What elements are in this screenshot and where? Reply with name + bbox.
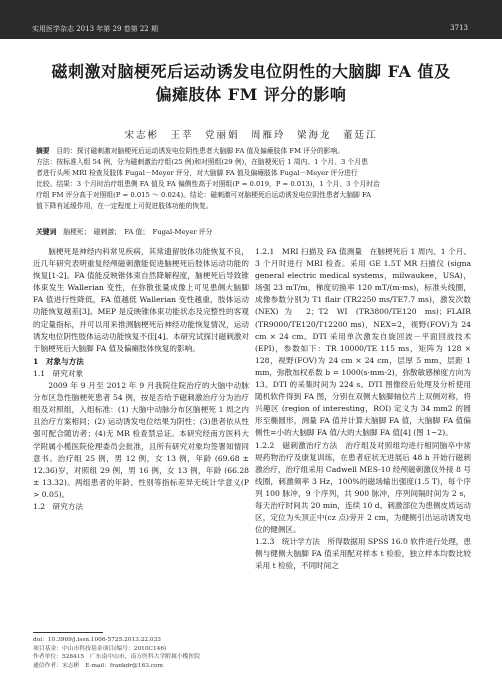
page-number: 3713 <box>450 24 468 32</box>
section-heading: 1 对象与方法 <box>33 356 84 366</box>
body-paragraph: 2009 年 9 月至 2012 年 9 月我院住院治疗的大脑中动脉分布区急性脑梗死患者 54 例，按是否给予磁刺激治疗分为治疗组及对照组，入组标准：(1) 大脑中动脉分布区脑梗死 1 周之内且治疗方案相同；(2) 运动诱发电位结果为阴性；(3)患者依从性强可配合随访者；(4)无 MR 检查禁忌证。本研究经南方医科大学附属小榄医院伦理委员会批准，且所有研究对象均签署知情同意书。治疗组 25 例，男 12 例，女 13 例，年龄 (69.68 ± 12.36)岁，对照组 29 例，男 16 例，女 13 例，年龄 (66.28 ± 13.32)。两组患者的年龄、性别等指标差异无统计学意义(P > 0.05)。 <box>33 381 249 499</box>
abstract-line-2: 方法：按标准入组 54 例，分为磁刺激治疗组(25 例)和对照组(29 例)，在脑梗死后 1 周内、1 个月、3 个月患 <box>36 158 368 166</box>
footnote-doi: doi：10.3969/j.issn.1006-5725.2013.22.033 <box>33 637 161 643</box>
intro-paragraph: 脑梗死是神经内科常见疾病，其常遗留肢体功能恢复不良，近几年研究表明重复经颅磁刺激能促进脑梗死后肢体运动功能的恢复[1-2]。FA 值能反映锥体束自然降解程度，脑梗死后导致锥体束发生 Wallerian 变性，在弥散张量成像上可见患侧大脑脚 FA 值进行性降低，FA 值越低 Wallerian 变性越重，肢体运动功能恢复越差[3]。MEP 是反映锥体束功能状态及完整性的客观的定量指标，并可以用来推测脑梗死后神经功能恢复情况，运动诱发电位阴性肢体运动功能恢复不佳[4]。本研究试探讨磁刺激对于脑梗死后大脑脚 FA 值及偏瘫肢体恢复的影响。 <box>33 247 249 353</box>
abstract-line-3: 者进行头颅 MRI 检查及肢体 Fugal－Meyer 评分，对大脑脚 FA 值及偏瘫肢体 Fugal－Meyer 评分进行 <box>36 169 358 177</box>
subsection-heading: 1.2 研究方法 <box>33 501 84 511</box>
journal-header-bar <box>0 0 502 39</box>
body-paragraph: 1.2.2 磁刺激治疗方法 治疗组及对照组均进行相同脑卒中常规药物治疗及康复训练，在患者症状无进展后 48 h 开始行磁刺激治疗，治疗组采用 Cadwell MES-10 经颅磁刺激仪外接 8 号线圈，刺激频率 3 Hz，100%的磁场输出强度(1.5 T)，每个序列 100 脉冲，9 个序列，共 900 脉冲，序列间隔时间为 2 s，每天治疗时间共 20 min，连续 10 d。刺激部位为患侧皮质运动区，定位为头顶正中(cz 点)旁开 2 cm，为健侧引出运动诱发电位的健侧区。 <box>255 440 471 535</box>
journal-name: 实用医学杂志 2013 年第 29 卷第 22 期 <box>32 25 158 33</box>
abstract <box>36 146 467 212</box>
right-column <box>255 246 471 573</box>
keywords <box>36 226 467 236</box>
keywords-text: 脑梗死； 磁刺激； FA 值； Fugal-Meyer 评分 <box>63 228 213 236</box>
author-list: 宋志彬 王莘 党丽娟 周雁玲 梁海龙 董廷江 <box>124 130 378 141</box>
abstract-label: 摘要 <box>36 147 50 155</box>
abstract-line-6: 值下降有延缓作用，在一定程度上可促进肢体功能的恢复。 <box>36 202 213 210</box>
abstract-line-5: 疗组 FM 评分高于对照组(P = 0.015 ～ 0.024)。结论：磁刺激可对脑梗死后运动诱发电位阴性患者大脑脚 FA <box>36 191 372 199</box>
body-paragraph: 1.2.3 统计学方法 所得数据用 SPSS 16.0 软件进行处理，患侧与健侧大脑脚 FA 值采用配对样本 t 检验，独立样本均数比较采用 t 检验，不同时间之 <box>255 537 471 571</box>
abstract-line-1: 目的：探讨磁刺激对脑梗死后运动诱发电位阴性患者大脑脚 FA 值及偏瘫肢体 FM 评分的影响。 <box>56 147 345 155</box>
abstract-line-4: 比较。结果：3 个月时治疗组患侧 FA 值及 FA 偏侧性高于对照组(P = 0.019，P = 0.013)，1 个月、3 个月时治 <box>36 180 380 188</box>
footnote-funding: 项目基金：中山市科技基金项目(编号：2010C146) <box>33 645 167 652</box>
left-column <box>33 246 249 513</box>
footnote-divider <box>33 632 103 633</box>
title-line-1: 磁刺激对脑梗死后运动诱发电位阴性的大脑脚 FA 值及 <box>51 62 451 81</box>
footnote-correspondence: 通信作者：宋志彬 E-mail：frankdr@163.com <box>33 662 163 669</box>
subsection-heading: 1.1 研究对象 <box>33 368 84 378</box>
title-line-2: 偏瘫肢体 FM 评分的影响 <box>155 85 347 104</box>
body-paragraph: 1.2.1 MRI 扫描及 FA 值测量 在脑梗死后 1 周内、1 个月、3 个月时进行 MRI 检查。采用 GE 1.5T MR 扫描仪 (signa general electric medical systems，milwaukee，USA)，场强 23 mT/m，梯度切换率 120 mT/(m·ms)，标准头线圈，成像参数分别为 T1 flair (TR2250 ms/TE7.7 ms)，激发次数(NEX)为 2；T2 WI (TR3800/TE120 ms)；FLAIR (TR9000/TE120/T12200 ms)，NEX=2，视野(FOV)为 24 cm × 24 cm。DTI 采用单次激发自旋回波－平面回波技术(EPI)，参数如下：TR 10000/TE 115 ms，矩阵为 128 × 128，视野(FOV)为 24 cm × 24 cm，层厚 5 mm，层距 1 mm，弥散加权系数 b = 1000(s·mm-2)，弥散敏感梯度方向为 13。DTI 的采集时间为 224 s。DTI 图像经后处理及分析使用随机软件得到 FA 图，分别在双侧大脑脚轴位片上双侧对称，将兴趣区 (region of interesting，ROI) 定义为 34 mm2 的圆形至椭圆形，测量 FA 值并计算大脑脚 FA 值，大脑脚 FA 值偏侧性=小的大脑脚 FA 值/大的大脑脚 FA 值[4] (图 1~2)。 <box>255 247 471 438</box>
keywords-label: 关键词 <box>36 228 57 236</box>
article-title <box>20 60 482 106</box>
footnotes <box>33 636 249 670</box>
footnote-affiliation: 作者单位：528415 广东南中山市，南方医科大学附属小榄医院 <box>33 654 201 660</box>
